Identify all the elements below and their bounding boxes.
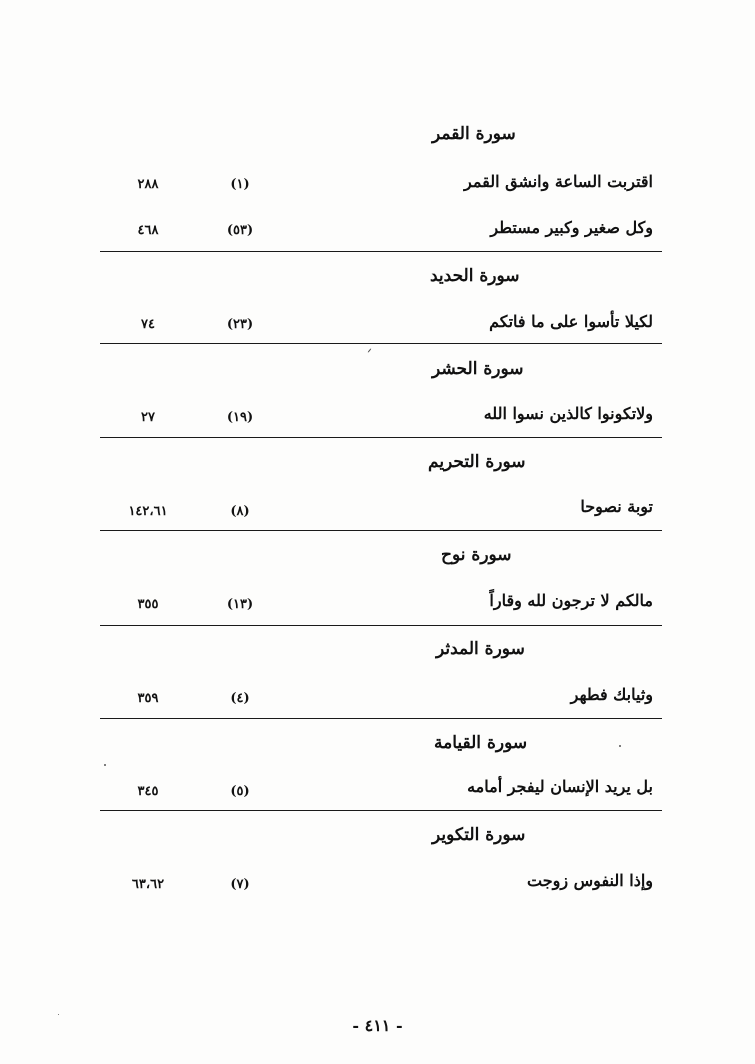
surah-heading: سورة القمر [432,124,516,144]
verse-text: وثيابك فطهر [570,685,653,704]
surah-heading: سورة المدثر [436,639,525,659]
page-reference: ٢٧ [141,410,155,425]
verse-text: بل يريد الإنسان ليفجر أمامه [467,777,653,796]
surah-heading: سورة نوح [441,545,512,565]
verse-text: مالكم لا ترجون لله وقاراً [489,591,653,610]
surah-heading: سورة الحديد [430,266,520,286]
verse-number: (٤) [230,691,250,706]
verse-number: (١٩) [226,410,254,425]
verse-text: وكل صغير وكبير مستطر [490,218,653,237]
surah-heading: سورة التكوير [432,825,526,845]
verse-text: اقتربت الساعة وانشق القمر [464,172,653,191]
section-divider [100,718,662,719]
verse-number: (٥٣) [226,223,254,238]
section-divider [100,343,662,344]
page-reference: ٤٦٨ [137,223,159,238]
verse-text: وإذا النفوس زوجت [527,871,653,890]
scan-speck [104,764,106,766]
page-reference: ١٤٢،٦١ [128,504,168,519]
verse-number: (١) [230,177,250,192]
scan-speck [368,348,372,352]
section-divider [100,625,662,626]
section-divider [100,530,662,531]
section-divider [100,810,662,811]
page-reference: ٧٤ [141,317,155,332]
page-reference: ٣٥٩ [137,691,159,706]
section-divider [100,251,662,252]
scan-speck [58,1014,59,1015]
surah-heading: سورة القيامة [434,733,528,753]
page-reference: ٢٨٨ [137,177,159,192]
scan-speck [619,745,621,747]
verse-number: (١٣) [226,597,254,612]
page-reference: ٣٥٥ [137,597,159,612]
verse-number: (٢٣) [226,317,254,332]
verse-number: (٥) [230,784,250,799]
surah-heading: سورة التحريم [428,452,526,472]
page-reference: ٦٣،٦٢ [131,877,165,892]
verse-number: (٧) [230,877,250,892]
verse-text: توبة نصوحا [580,497,653,516]
surah-heading: سورة الحشر [432,359,524,379]
verse-text: لكيلا تأسوا على ما فاتكم [489,312,653,331]
section-divider [100,437,662,438]
page-reference: ٣٤٥ [137,784,159,799]
verse-number: (٨) [230,504,250,519]
page-number: - ٤١١ - [352,1016,403,1035]
verse-text: ولاتكونوا كالذين نسوا الله [483,404,653,423]
